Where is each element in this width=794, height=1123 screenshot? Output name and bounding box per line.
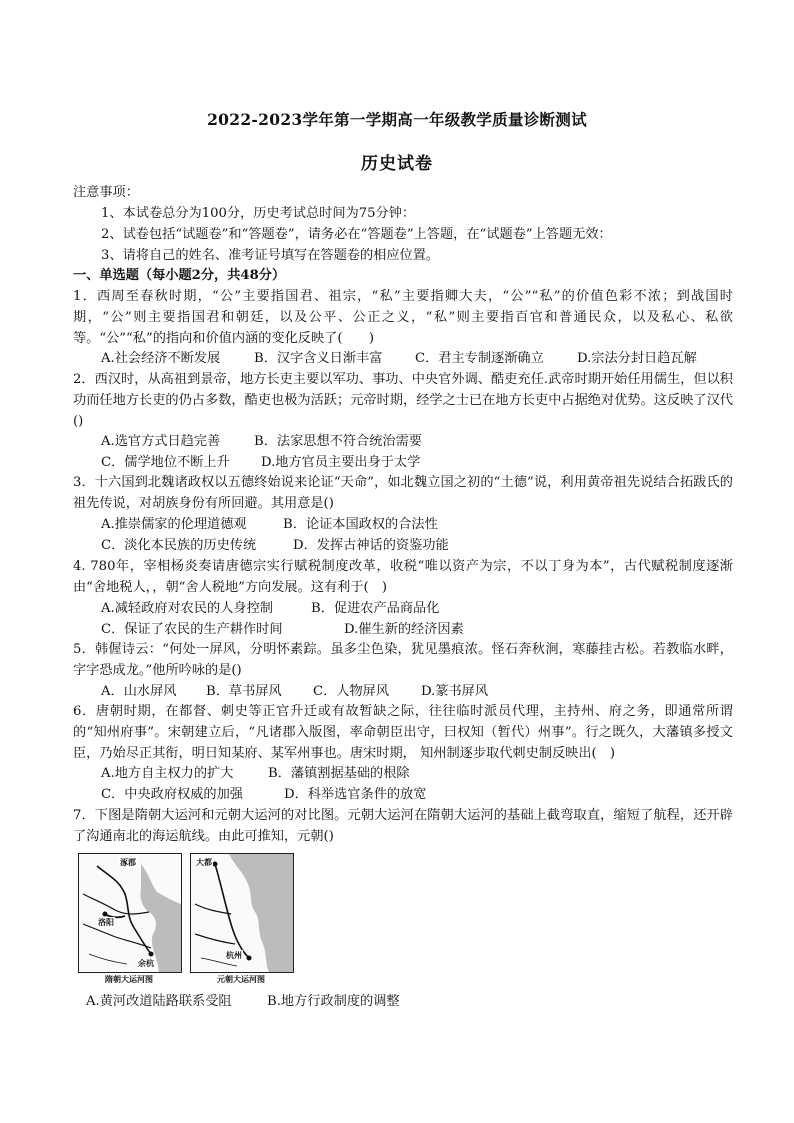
map-label: 涿郡 — [120, 857, 136, 867]
option-1a[interactable]: A.社会经济不断发展 — [101, 351, 221, 366]
option-6c[interactable]: C．中央政府权威的加强 — [101, 787, 243, 802]
option-6b[interactable]: B．藩镇割据基础的根除 — [268, 766, 410, 781]
notice-item: 2、试卷包括“试题卷”和“答题卷”，请务必在“答题卷”上答题，在“试题卷”上答题无效： — [101, 227, 612, 242]
map-label: 余杭 — [138, 958, 154, 968]
option-2b[interactable]: B．法家思想不符合统治需要 — [254, 434, 422, 449]
notice-heading: 注意事项： — [73, 185, 139, 200]
canal-map-figure — [78, 853, 290, 983]
option-3d[interactable]: D．发挥古神话的资鉴功能 — [293, 538, 449, 553]
option-5a[interactable]: A．山水屏风 — [101, 684, 177, 699]
option-5b[interactable]: B．草书屏风 — [206, 684, 282, 699]
option-6a[interactable]: A.地方自主权力的扩大 — [101, 766, 234, 781]
notice-item: 1、本试卷总分为100分，历史考试总时间为75分钟： — [101, 206, 416, 221]
option-4d[interactable]: D.催生新的经济因素 — [344, 622, 464, 637]
option-1c[interactable]: C．君主专制逐渐确立 — [415, 351, 544, 366]
question-stem-5: 5．韩偓诗云：“何处一屏风，分明怀素踪。虽多尘色染，犹见墨痕浓。怪石奔秋涧，寒藤挂古松。若教临水畔，字字恐成龙。”他所吟咏的是() — [73, 642, 733, 678]
page-subtitle: 历史试卷 — [361, 154, 433, 174]
sui-canal-map-drawing — [79, 854, 181, 972]
option-3b[interactable]: B．论证本国政权的合法性 — [283, 517, 438, 532]
question-stem-3: 3．十六国到北魏诸政权以五德终始说来论证“天命”，如北魏立国之初的“土德”说，利用黄帝祖先说结合拓跋氏的祖先传说，对胡族身份有所回避。其用意是() — [73, 475, 733, 511]
question-stem-6: 6．唐朝时期，在都督、刺史等正官升迁或有故暂缺之际，往往临时派员代理，主持州、府之务，即通常所谓的“知州府事”。宋朝建立后，“凡诸郡入版图，率命朝臣出守，曰权知（暂代）州事”。行之既久，大藩镇多授文臣，乃始尽正其衔，明日知某府、某军州事也。唐宋时期， 知州制逐步取代刺史制反映出( ) — [73, 704, 733, 761]
option-7a[interactable]: A.黄河改道陆路联系受阻 — [86, 994, 232, 1009]
map-caption: 元朝大运河图 — [217, 974, 265, 984]
question-stem-4: 4. 780年，宰相杨炎奏请唐德宗实行赋税制度改革，收税“唯以资产为宗，不以丁身为本”，古代赋税制度逐渐由“舍地税人，，朝“舍人税地”方向发展。这有利于( ) — [73, 559, 733, 595]
option-1d[interactable]: D.宗法分封日趋瓦解 — [577, 351, 697, 366]
question-stem-1: 1．西周至春秋时期，“公”主要指国君、祖宗，“私”主要指卿大夫，“公”“私”的价值色彩不浓；到战国时期，“公”则主要指国君和朝廷，以及公平、公正之义，“私”则主要指百官和普通民众，以及私心、私欲等。“公”“私”的指向和价值内涵的变化反映了( ) — [73, 289, 733, 346]
map-caption: 隋朝大运河图 — [105, 974, 153, 984]
question-stem-7: 7．下图是隋朝大运河和元朝大运河的对比图。元朝大运河在隋朝大运河的基础上截弯取直，缩短了航程，还开辟了沟通南北的海运航线。由此可推知，元朝() — [73, 808, 733, 844]
option-2c[interactable]: C．儒学地位不断上升 — [101, 455, 230, 470]
option-3a[interactable]: A.推崇儒家的伦理道德观 — [101, 517, 247, 532]
option-4a[interactable]: A.减轻政府对农民的人身控制 — [101, 601, 273, 616]
section-heading: 一、单选题（每小题2分，共48分） — [73, 268, 286, 283]
option-3c[interactable]: C．淡化本民族的历史传统 — [101, 538, 257, 553]
option-4b[interactable]: B．促进农产品商品化 — [311, 601, 440, 616]
sui-canal-map — [78, 853, 182, 973]
option-4c[interactable]: C．保证了农民的生产耕作时间 — [101, 622, 283, 637]
option-6d[interactable]: D．科举选官条件的放宽 — [284, 787, 427, 802]
yuan-canal-map — [190, 853, 294, 973]
map-label: 洛阳 — [98, 917, 114, 927]
map-label: 杭州 — [226, 950, 242, 960]
question-stem-2: 2．西汉时，从高祖到景帝，地方长吏主要以军功、事功、中央官外调、酷吏充任.武帝时期开始任用儒生，但以积功而任地方长吏的仍占多数，酷吏也极为活跃；元帝时期，经学之士已在地方长吏中占据绝对优势。这反映了汉代() — [73, 372, 733, 429]
option-5d[interactable]: D.篆书屏风 — [421, 684, 489, 699]
option-1b[interactable]: B．汉字含义日渐丰富 — [254, 351, 383, 366]
option-2a[interactable]: A.选官方式日趋完善 — [101, 434, 221, 449]
map-label: 大都 — [196, 857, 212, 867]
option-7b[interactable]: B.地方行政制度的调整 — [267, 994, 400, 1009]
option-2d[interactable]: D.地方官员主要出身于太学 — [261, 455, 421, 470]
option-5c[interactable]: C．人物屏风 — [313, 684, 390, 699]
page-title: 2022-2023学年第一学期高一年级教学质量诊断测试 — [207, 110, 587, 129]
notice-item: 3、请将自己的姓名、准考证号填写在答题卷的相应位置。 — [101, 248, 440, 263]
